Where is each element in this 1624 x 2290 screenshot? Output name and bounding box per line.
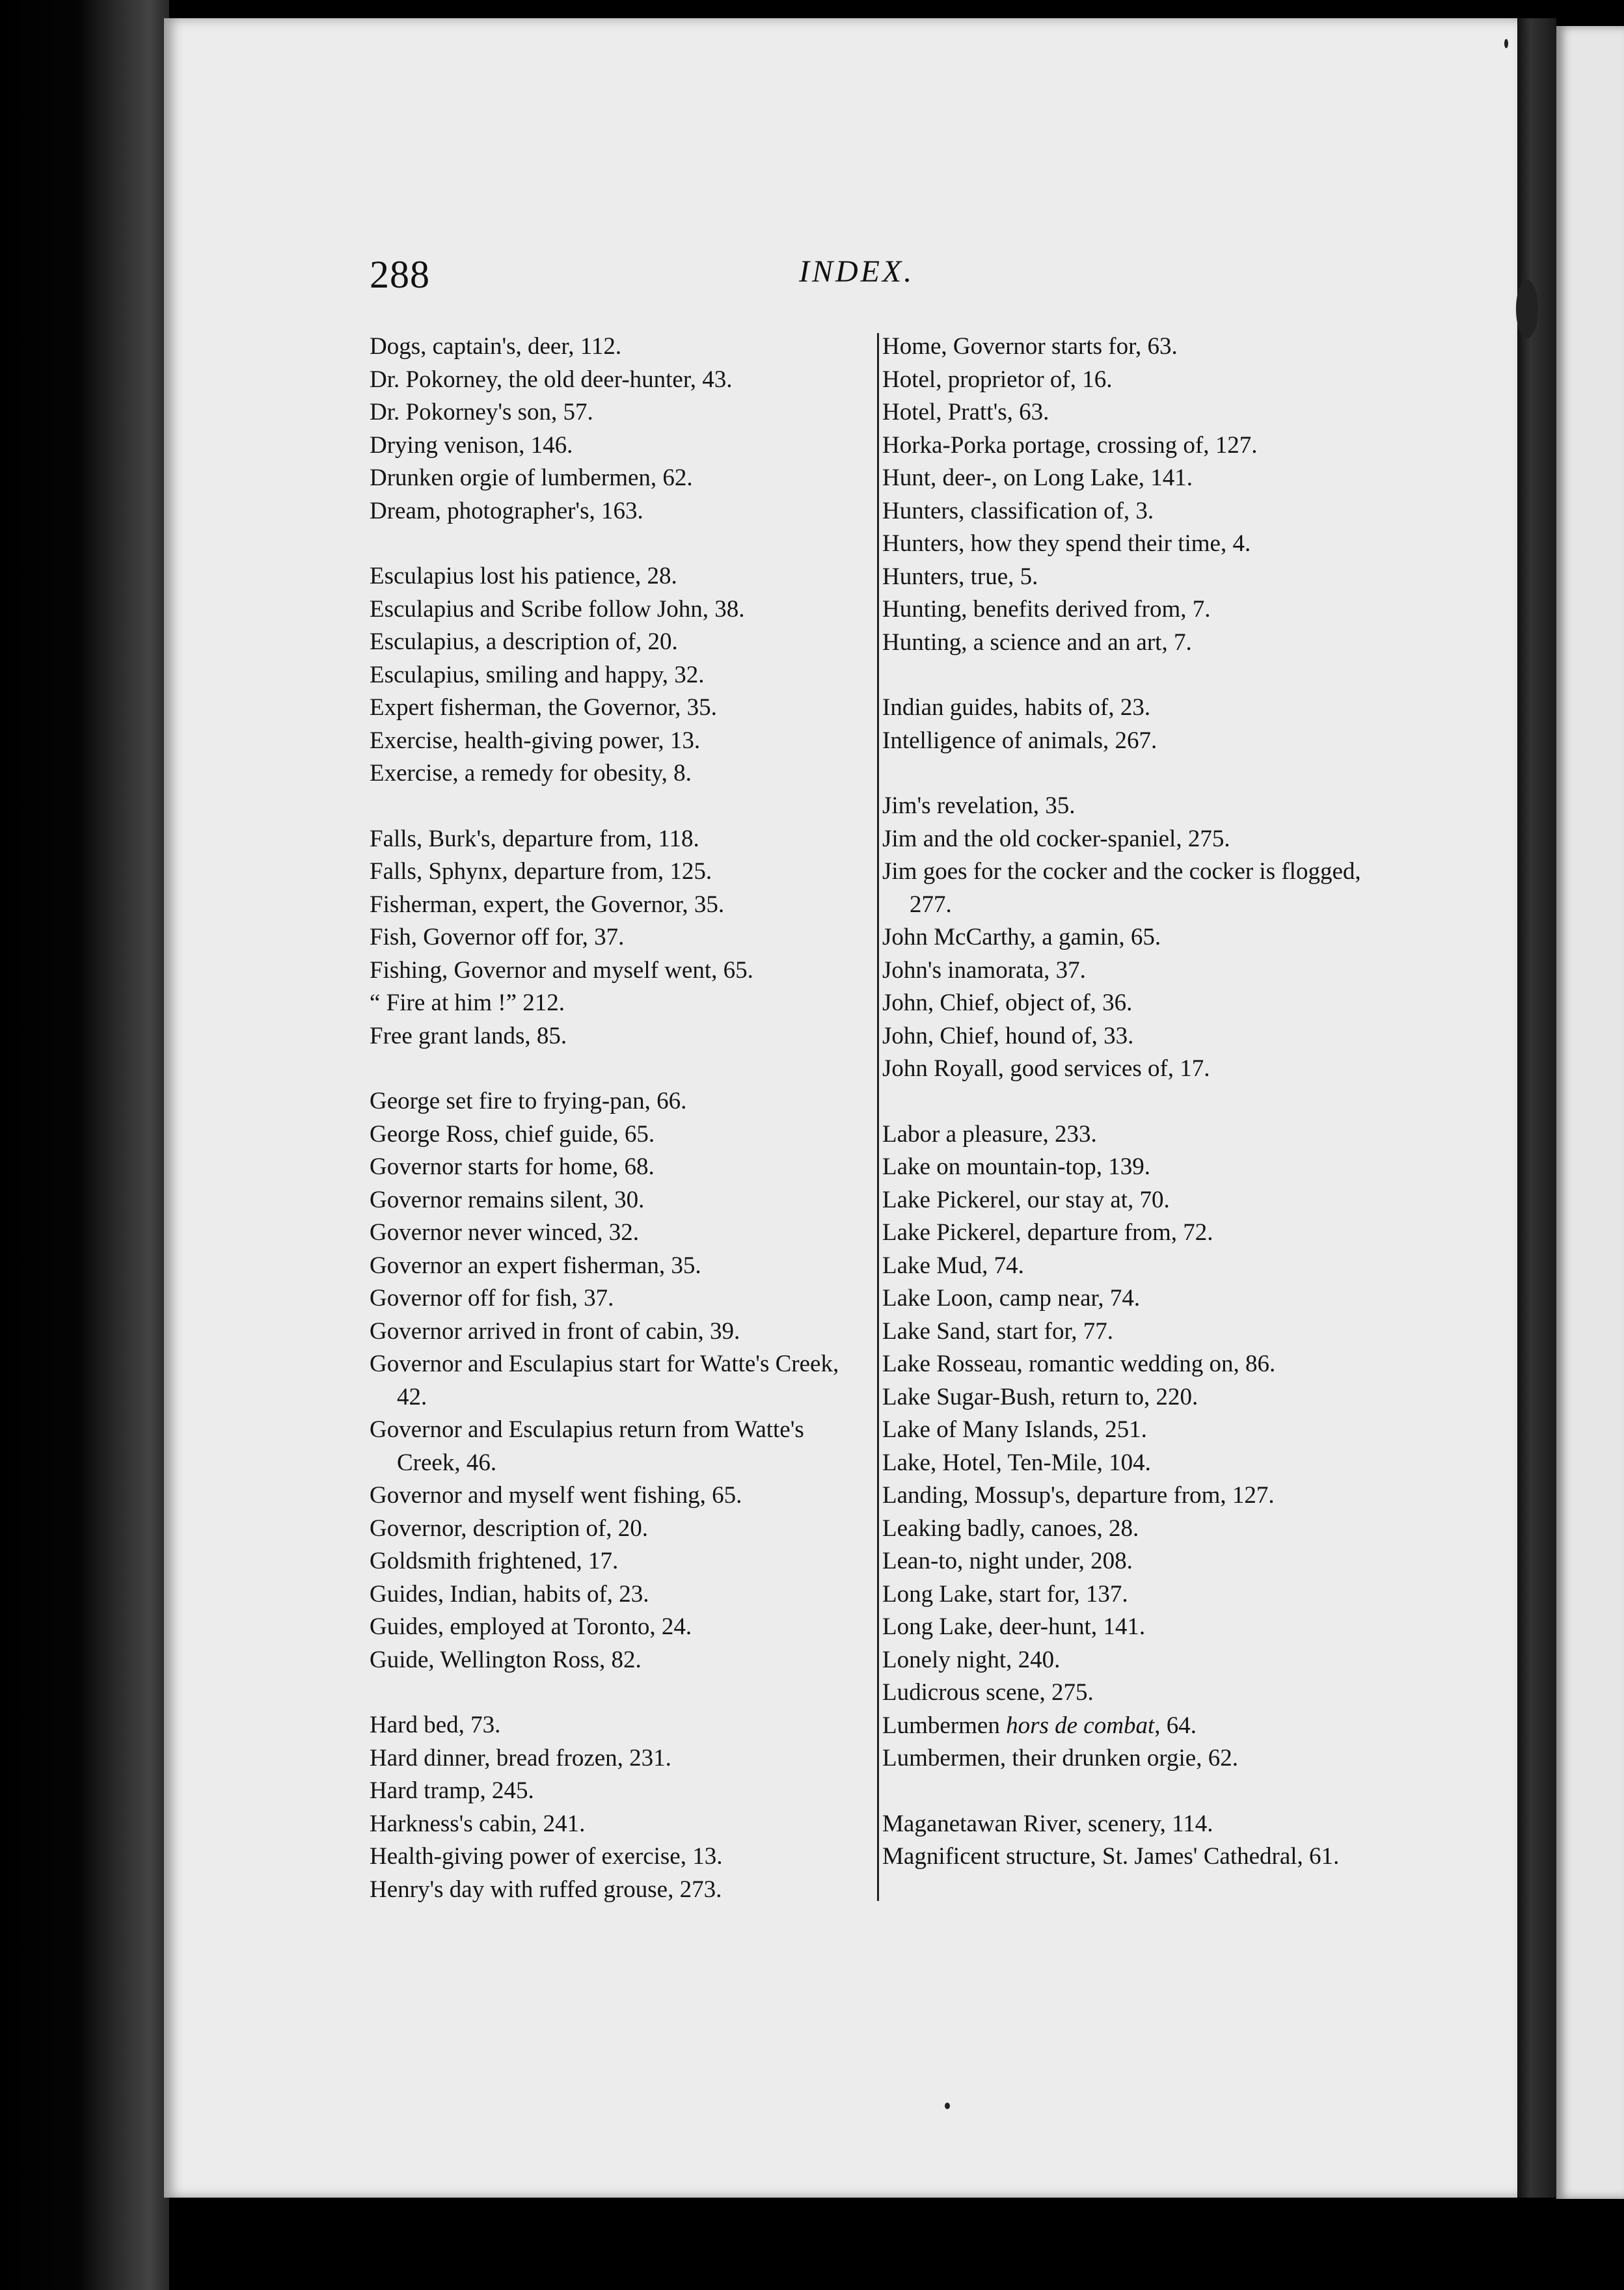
index-entry: Governor remains silent, 30. <box>370 1186 645 1213</box>
index-entry: Hard bed, 73. <box>370 1712 501 1738</box>
index-entry: Lumbermen, their drunken orgie, 62. <box>882 1745 1238 1771</box>
index-entry: Fisherman, expert, the Governor, 35. <box>370 891 725 918</box>
running-title: INDEX. <box>799 254 915 289</box>
index-entry: Governor an expert fisherman, 35. <box>370 1252 701 1279</box>
index-section-gap <box>370 790 871 823</box>
index-entry: John Royall, good services of, 17. <box>882 1055 1210 1082</box>
index-entry: Esculapius, smiling and happy, 32. <box>370 661 705 688</box>
index-entry: Governor and Esculapius start for Watte's Creek, 42. <box>370 1351 839 1410</box>
index-entry: Free grant lands, 85. <box>370 1022 567 1049</box>
index-entry: John's inamorata, 37. <box>882 956 1086 984</box>
scan-speck <box>1504 39 1508 48</box>
index-entry: Drying venison, 146. <box>370 431 573 459</box>
index-section-gap <box>882 757 1390 790</box>
index-entry: Jim and the old cocker-spaniel, 275. <box>882 825 1230 852</box>
index-entry: Governor starts for home, 68. <box>370 1153 655 1180</box>
index-entry: Hotel, Pratt's, 63. <box>882 399 1049 425</box>
index-entry: Exercise, a remedy for obesity, 8. <box>370 760 692 787</box>
index-entry: Guides, Indian, habits of, 23. <box>370 1580 649 1608</box>
index-entry: Governor and myself went fishing, 65. <box>370 1482 742 1509</box>
index-entry: Esculapius and Scribe follow John, 38. <box>370 595 745 623</box>
index-entry: Esculapius, a description of, 20. <box>370 628 678 655</box>
index-entry: Jim goes for the cocker and the cocker is flogged, 277. <box>882 858 1361 918</box>
index-entry: Dr. Pokorney's son, 57. <box>370 399 593 425</box>
index-entry: Fish, Governor off for, 37. <box>370 924 625 950</box>
index-entry: Governor off for fish, 37. <box>370 1285 614 1312</box>
index-entry: Hunting, a science and an art, 7. <box>882 628 1192 656</box>
index-column-right <box>882 330 1390 1874</box>
index-section-gap <box>882 659 1390 692</box>
index-entry: Fishing, Governor and myself went, 65. <box>370 956 753 984</box>
page-number: 288 <box>370 253 430 296</box>
index-entry: Lake Rosseau, romantic wedding on, 86. <box>882 1351 1276 1377</box>
index-entry: John, Chief, object of, 36. <box>882 990 1133 1016</box>
index-entry: Intelligence of animals, 267. <box>882 727 1157 754</box>
scan-left-edge <box>0 0 169 2290</box>
index-entry: Governor arrived in front of cabin, 39. <box>370 1317 740 1345</box>
index-entry: George Ross, chief guide, 65. <box>370 1120 655 1148</box>
index-entry: Lake, Hotel, Ten-Mile, 104. <box>882 1449 1151 1476</box>
index-entry: Lake Loon, camp near, 74. <box>882 1285 1141 1312</box>
index-entry: Falls, Sphynx, departure from, 125. <box>370 858 712 885</box>
index-entry: “ Fire at him !” 212. <box>370 990 565 1016</box>
index-entry: Lake Mud, 74. <box>882 1252 1024 1279</box>
index-entry: Health-giving power of exercise, 13. <box>370 1843 723 1870</box>
index-entry: Lake on mountain-top, 139. <box>882 1153 1151 1180</box>
index-entry: Expert fisherman, the Governor, 35. <box>370 694 717 721</box>
index-column-left <box>370 330 871 1906</box>
index-entry: Hunters, true, 5. <box>882 563 1038 590</box>
index-entry: Jim's revelation, 35. <box>882 792 1076 819</box>
index-entry: Esculapius lost his patience, 28. <box>370 563 677 589</box>
index-entry: Long Lake, start for, 137. <box>882 1580 1128 1608</box>
index-entry: Lean-to, night under, 208. <box>882 1548 1133 1574</box>
scan-gutter <box>1517 18 1556 2198</box>
index-entry: Goldsmith frightened, 17. <box>370 1548 619 1574</box>
index-entry: Harkness's cabin, 241. <box>370 1810 586 1837</box>
index-entry: Lake Pickerel, our stay at, 70. <box>882 1186 1170 1213</box>
facing-page-edge <box>1556 26 1624 2199</box>
index-section-gap <box>882 1086 1390 1118</box>
index-entry: Hunters, classification of, 3. <box>882 497 1154 524</box>
index-entry: Falls, Burk's, departure from, 118. <box>370 825 699 852</box>
index-entry: Leaking badly, canoes, 28. <box>882 1515 1139 1542</box>
index-entry: Dogs, captain's, deer, 112. <box>370 333 622 360</box>
index-entry: Guide, Wellington Ross, 82. <box>370 1646 642 1673</box>
index-entry: Lake Sugar-Bush, return to, 220. <box>882 1383 1198 1410</box>
index-entry: Henry's day with ruffed grouse, 273. <box>370 1876 722 1903</box>
index-entry: Hunt, deer-, on Long Lake, 141. <box>882 465 1193 491</box>
index-section-gap <box>370 1053 871 1085</box>
index-entry: Lumbermen hors de combat, 64. <box>882 1712 1197 1739</box>
index-entry: John McCarthy, a gamin, 65. <box>882 924 1161 950</box>
index-entry: Dream, photographer's, 163. <box>370 497 643 524</box>
index-section-gap <box>882 1775 1390 1808</box>
index-entry: Magnificent structure, St. James' Cathedral, 61. <box>882 1843 1340 1870</box>
index-entry: Home, Governor starts for, 63. <box>882 333 1178 360</box>
index-entry: Governor, description of, 20. <box>370 1515 649 1542</box>
index-entry: Hotel, proprietor of, 16. <box>882 366 1113 393</box>
index-entry: Lake Pickerel, departure from, 72. <box>882 1219 1213 1246</box>
index-entry: Horka-Porka portage, crossing of, 127. <box>882 431 1258 459</box>
index-entry: Drunken orgie of lumbermen, 62. <box>370 465 693 491</box>
index-entry: John, Chief, hound of, 33. <box>882 1022 1134 1049</box>
index-entry: Lonely night, 240. <box>882 1646 1061 1673</box>
index-section-gap <box>370 1677 871 1709</box>
index-entry: Dr. Pokorney, the old deer-hunter, 43. <box>370 366 733 393</box>
scan-speck <box>1516 280 1538 338</box>
index-entry: Labor a pleasure, 233. <box>882 1120 1097 1148</box>
index-entry: Maganetawan River, scenery, 114. <box>882 1810 1213 1837</box>
index-entry: Hunting, benefits derived from, 7. <box>882 596 1211 623</box>
index-entry: Governor never winced, 32. <box>370 1219 640 1246</box>
index-entry: Hard tramp, 245. <box>370 1777 534 1804</box>
index-entry: Landing, Mossup's, departure from, 127. <box>882 1482 1275 1509</box>
index-entry: Exercise, health-giving power, 13. <box>370 727 701 754</box>
index-section-gap <box>370 528 871 560</box>
index-entry: Lake Sand, start for, 77. <box>882 1317 1114 1345</box>
index-entry: Guides, employed at Toronto, 24. <box>370 1613 692 1640</box>
index-entry: Governor and Esculapius return from Watte's Creek, 46. <box>370 1416 804 1476</box>
column-divider <box>877 333 879 1901</box>
index-entry: Hunters, how they spend their time, 4. <box>882 530 1251 557</box>
index-entry: Long Lake, deer-hunt, 141. <box>882 1613 1146 1640</box>
index-entry: Ludicrous scene, 275. <box>882 1679 1094 1706</box>
index-entry: Hard dinner, bread frozen, 231. <box>370 1744 671 1771</box>
index-entry: Indian guides, habits of, 23. <box>882 694 1151 721</box>
index-entry: George set fire to frying-pan, 66. <box>370 1088 687 1114</box>
scan-speck <box>945 2103 950 2109</box>
index-entry: Lake of Many Islands, 251. <box>882 1416 1147 1443</box>
